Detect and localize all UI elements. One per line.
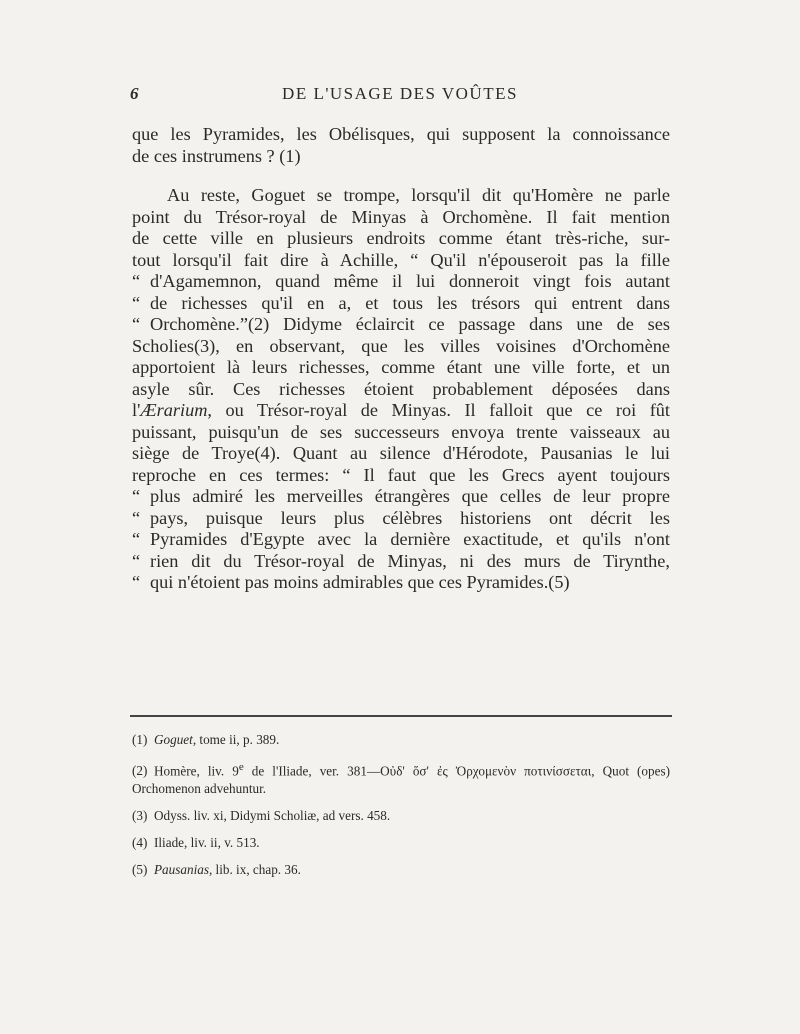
text-line: “ qui n'étoient pas moins admirables que ces Pyramides.(5) <box>132 572 570 592</box>
footnote-rule <box>130 715 672 717</box>
text-line: l'Ærarium, ou Trésor-royal de Minyas. Il falloit que ce roi fût <box>132 400 670 420</box>
text-line: “ pays, puisque leurs plus célèbres historiens ont décrit les <box>132 507 670 528</box>
text-line: que les Pyramides, les Obélisques, qui supposent la connoissance <box>132 124 670 144</box>
footnote-continuation: Orchomenon advehuntur. <box>132 781 267 797</box>
italic-term: Ærarium <box>140 400 208 420</box>
text-line: “ Orchomène.”(2) Didyme éclaircit ce passage dans une de ses <box>132 314 670 334</box>
text-line: tout lorsqu'il fait dire à Achille, “ Qu'il n'épouseroit pas la fille <box>132 249 670 270</box>
text-line: apportoient là leurs richesses, comme étant une ville forte, et un <box>132 357 670 377</box>
main-text <box>132 124 670 594</box>
footnote: (5) Pausanias, lib. ix, chap. 36. <box>132 862 301 878</box>
text-line: de ces instrumens ? (1) <box>132 145 301 166</box>
running-head <box>130 84 670 108</box>
text-line: Scholies(3), en observant, que les villes voisines d'Orchomène <box>132 335 670 356</box>
footnote: (2) Homère, liv. 9e de l'Iliade, ver. 381—Οὐδ' ὅσ' ἐς Ὀρχομενὸν ποτινίσσεται, Quot (opes) <box>132 761 671 779</box>
footnote: (1) Goguet, tome ii, p. 389. <box>132 732 280 747</box>
text-line: reproche en ces termes: “ Il faut que les Grecs ayent toujours <box>132 464 670 485</box>
running-title: DE L'USAGE DES VOÛTES <box>282 84 518 103</box>
text-line: “ plus admiré les merveilles étrangères que celles de leur propre <box>132 486 670 506</box>
footnote: (3) Odyss. liv. xi, Didymi Scholiæ, ad vers. 458. <box>132 808 391 824</box>
text-line: “ de richesses qu'il en a, et tous les trésors qui entrent dans <box>132 292 670 313</box>
text-line: “ rien dit du Trésor-royal de Minyas, ni des murs de Tirynthe, <box>132 550 670 571</box>
page-number: 6 <box>130 84 140 103</box>
text-line: puissant, puisqu'un de ses successeurs envoya trente vaisseaux au <box>132 421 670 442</box>
text-line: “ d'Agamemnon, quand même il lui donneroit vingt fois autant <box>132 271 670 291</box>
footnotes <box>132 731 670 888</box>
text-line: de cette ville en plusieurs endroits comme étant très-riche, sur- <box>132 228 670 248</box>
text-line: “ Pyramides d'Egypte avec la dernière exactitude, et qu'ils n'ont <box>132 529 670 549</box>
text-line: asyle sûr. Ces richesses étoient probablement déposées dans <box>132 378 670 399</box>
text-line: siège de Troye(4). Quant au silence d'Hérodote, Pausanias le lui <box>132 443 670 463</box>
text-line: point du Trésor-royal de Minyas à Orchomène. Il fait mention <box>132 206 670 227</box>
greek-quotation: Οὐδ' ὅσ' ἐς Ὀρχομενὸν ποτινίσσεται, <box>380 763 595 779</box>
text-line: Au reste, Goguet se trompe, lorsqu'il dit qu'Homère ne parle <box>167 185 670 205</box>
footnote: (4) Iliade, liv. ii, v. 513. <box>132 835 260 851</box>
